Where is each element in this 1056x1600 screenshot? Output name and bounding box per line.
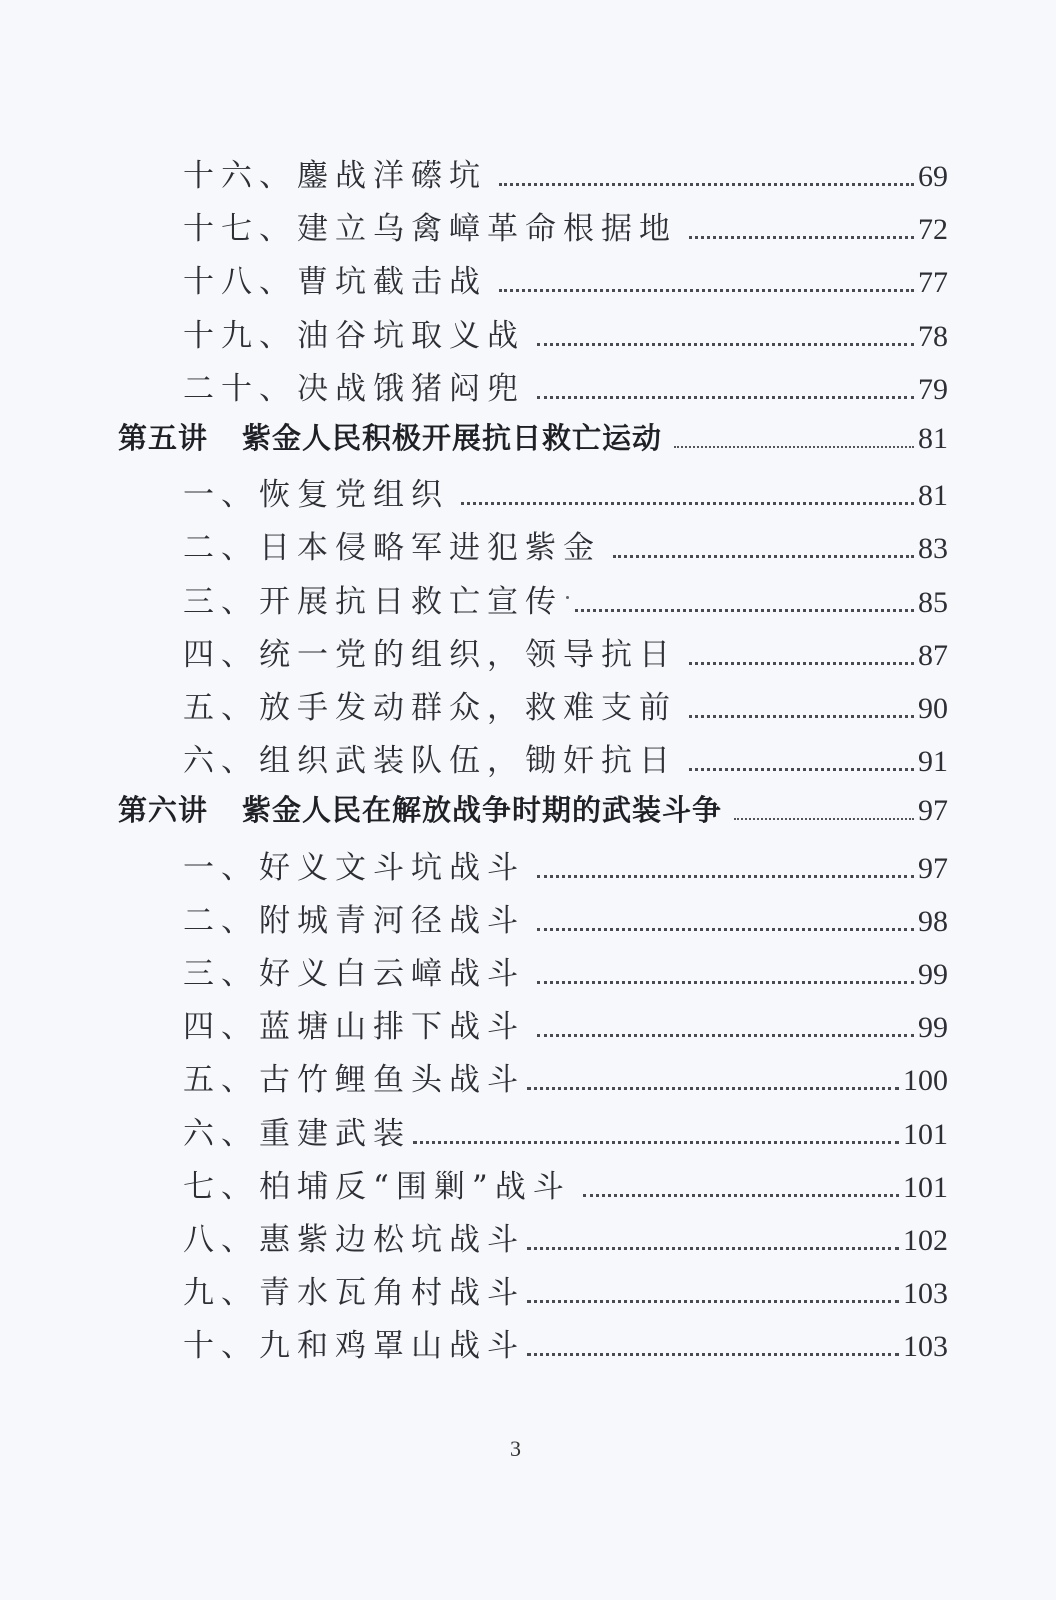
toc-entry-title: 五、放手发动群众，救难支前 [183, 690, 677, 726]
dot-leader [689, 662, 914, 665]
dot-leader [499, 183, 914, 186]
toc-entry [183, 1054, 948, 1104]
toc-entry [183, 895, 948, 945]
toc-entry-title [118, 416, 662, 457]
toc-page-number: 90 [918, 692, 948, 725]
toc-entry [183, 1267, 948, 1317]
toc-entry [183, 682, 948, 732]
dot-leader [527, 1300, 899, 1303]
toc-entry [183, 522, 948, 572]
dot-leader [527, 1247, 899, 1250]
lecture-title: 紫金人民在解放战争时期的武装斗争 [242, 793, 723, 828]
toc-entry [183, 256, 948, 306]
toc-page-number: 78 [918, 319, 948, 353]
lecture-number: 第五讲 [118, 421, 209, 455]
toc-entry [183, 1214, 948, 1264]
toc-page-number: 69 [918, 160, 948, 193]
toc-page-number: 101 [903, 1170, 948, 1204]
dot-leader [537, 343, 914, 346]
toc-entry-title: 八、惠紫边松坑战斗 [183, 1222, 525, 1258]
toc-entry [183, 1161, 948, 1211]
dot-leader [613, 555, 914, 558]
lecture-title: 紫金人民积极开展抗日救亡运动 [242, 421, 663, 455]
toc-entry [183, 948, 948, 998]
toc-entry [183, 150, 948, 200]
toc-entry-title: 五、古竹鲤鱼头战斗 [183, 1062, 525, 1099]
dot-leader [583, 1194, 899, 1197]
toc-page-number: 83 [918, 532, 948, 566]
scan-speck [566, 596, 569, 599]
dot-leader [413, 1141, 899, 1144]
toc-entry-title: 二、日本侵略军进犯紫金 [183, 530, 601, 567]
toc-entry-title: 十六、鏖战洋礤坑 [183, 158, 487, 194]
toc-entry-title: 十八、曹坑截击战 [183, 264, 487, 301]
toc-page-number: 100 [903, 1064, 948, 1098]
toc-page-number: 101 [903, 1117, 948, 1151]
toc-page-number: 77 [918, 266, 948, 300]
toc-page-number: 91 [918, 745, 948, 779]
toc-page-number: 85 [918, 585, 948, 619]
dot-leader [575, 609, 914, 612]
dot-leader [674, 446, 914, 448]
toc-page-number: 103 [903, 1330, 948, 1364]
dot-leader [537, 875, 914, 878]
toc-entry [183, 1108, 948, 1158]
dot-leader [499, 289, 914, 292]
toc-page-number: 103 [903, 1277, 948, 1311]
dot-leader [537, 1034, 914, 1037]
toc-entry-title [118, 788, 722, 829]
toc-lecture-entry [118, 788, 948, 838]
toc-entry [183, 1320, 948, 1370]
toc-page-number: 99 [918, 958, 948, 991]
dot-leader [527, 1087, 899, 1090]
toc-entry-title: 二、附城青河径战斗 [183, 902, 525, 939]
toc-entry-title: 七、柏埔反“围剿”战斗 [183, 1168, 571, 1205]
toc-entry [183, 735, 948, 785]
toc-page-number: 72 [918, 213, 948, 247]
dot-leader [527, 1353, 899, 1356]
toc-entry-title: 四、蓝塘山排下战斗 [183, 1009, 525, 1046]
toc-entry-title: 九、青水瓦角村战斗 [183, 1275, 525, 1312]
toc-page-number: 79 [918, 372, 948, 406]
toc-entry [183, 629, 948, 679]
toc-page-number: 97 [918, 851, 948, 885]
toc-entry [183, 203, 948, 253]
dot-leader [537, 981, 914, 984]
toc-entry-title: 一、好义文斗坑战斗 [183, 849, 525, 886]
toc-page-number: 87 [918, 638, 948, 672]
toc-page-number: 99 [918, 1011, 948, 1045]
dot-leader [537, 396, 914, 399]
toc-entry-title: 六、组织武装队伍，锄奸抗日 [183, 743, 677, 780]
toc-entry-title: 一、恢复党组织 [183, 477, 449, 514]
toc-entry-title: 六、重建武装 [183, 1115, 411, 1152]
dot-leader [734, 818, 914, 820]
dot-leader [461, 502, 914, 505]
dot-leader [689, 715, 914, 718]
toc-entry-title: 四、统一党的组织，领导抗日 [183, 636, 677, 673]
toc-page-number: 81 [918, 479, 948, 513]
toc-entry-title: 十九、油谷坑取义战 [183, 317, 525, 354]
toc-entry-title: 二十、决战饿猪闷兜 [183, 370, 525, 407]
toc-page-number: 81 [918, 422, 948, 455]
toc-entry-title: 十七、建立乌禽嶂革命根据地 [183, 211, 677, 248]
dot-leader [689, 768, 914, 771]
toc-entry [183, 1001, 948, 1051]
page-number: 3 [510, 1436, 521, 1461]
toc-entry [183, 576, 948, 626]
lecture-number: 第六讲 [118, 793, 209, 828]
toc-lecture-entry [118, 416, 948, 466]
toc-entry [183, 469, 948, 519]
toc-page-number: 98 [918, 904, 948, 938]
toc-entry-title: 三、好义白云嶂战斗 [183, 956, 525, 992]
toc-entry [183, 363, 948, 413]
toc-page-number: 97 [918, 794, 948, 828]
dot-leader [537, 928, 914, 931]
toc-entry [183, 310, 948, 360]
toc-entry-title: 十、九和鸡罩山战斗 [183, 1328, 525, 1365]
toc-page-number: 102 [903, 1224, 948, 1257]
toc-entry-title: 三、开展抗日救亡宣传 [183, 583, 563, 620]
toc-entry [183, 842, 948, 892]
dot-leader [689, 236, 914, 239]
